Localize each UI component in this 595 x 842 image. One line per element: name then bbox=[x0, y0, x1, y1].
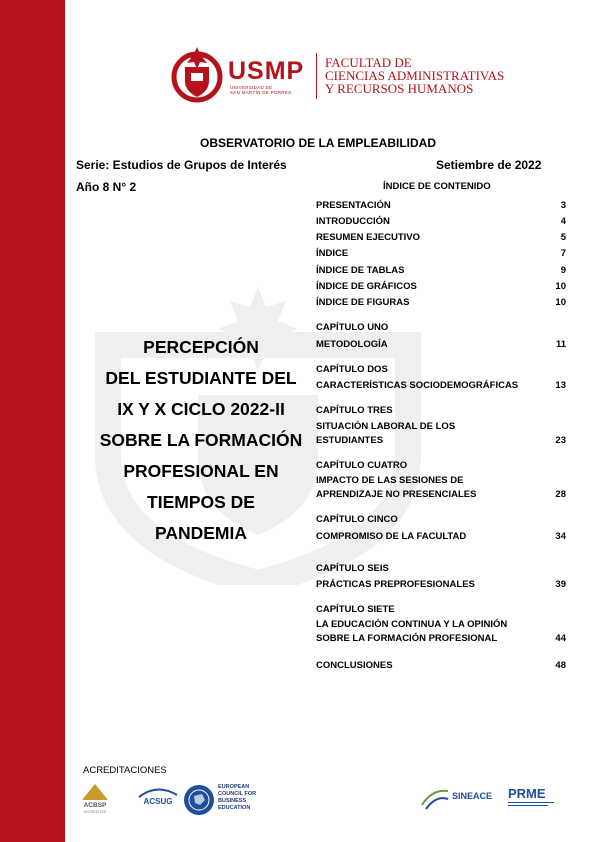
faculty-name: FACULTAD DE CIENCIAS ADMINISTRATIVAS Y RECURSOS HUMANOS bbox=[325, 55, 505, 96]
left-red-band bbox=[0, 0, 65, 842]
sineace-birds-icon bbox=[420, 785, 450, 811]
acbsp-triangle-icon bbox=[80, 783, 110, 801]
observatory-title: OBSERVATORIO DE LA EMPLEABILIDAD bbox=[199, 136, 436, 150]
efmd-text: EUROPEAN COUNCIL FOR BUSINESS EDUCATION bbox=[218, 784, 257, 811]
acsug-logo: ACSUG bbox=[135, 787, 181, 817]
table-of-contents: PRESENTACIÓN 3 INTRODUCCIÓN 4 RESUMEN EJECUTIVO 5 ÍNDICE 7 ÍNDICE DE TABLAS 9 ÍNDICE DE GRÁFICOS 10 ÍNDICE DE FIGURAS 10 CAPÍTULO UNO METODOLOGÍA 11 CAPÍTULO DOS CARACTERÍSTICAS SOCIODEMOGRÁFICAS 13 CAPÍTULO TRES SITUACIÓN LABORAL DE LOS ESTUDIANTES 23 CAPÍTULO CUATRO IMPACTO DE LAS SESIONES DE APRENDIZAJE NO PRESENCIALES 28 CAPÍTULO CINCO COMPROMISO DE LA FACULTAD 34 CAPÍTULO SEIS PRÁCTICAS PREPROFESIONALES 39 CAPÍTULO SIETE LA EDUCACIÓN CONTINUA Y LA OPINIÓN SOBRE LA FORMACIÓN PROFESIONAL 44 CONCLUSIONES 48 bbox=[316, 200, 566, 671]
series-label: Serie: Estudios de Grupos de Interés bbox=[76, 158, 287, 172]
toc-title: ÍNDICE DE CONTENIDO bbox=[383, 181, 491, 192]
prme-sub-lines bbox=[508, 802, 554, 803]
publication-date: Setiembre de 2022 bbox=[436, 158, 542, 172]
usmp-wordmark: USMP bbox=[228, 57, 305, 85]
issue-number: Año 8 N° 2 bbox=[76, 180, 137, 194]
efmd-logo bbox=[182, 783, 262, 817]
europe-globe-icon bbox=[182, 783, 216, 817]
usmp-crest-icon bbox=[170, 45, 225, 105]
sineace-logo: SINEACE bbox=[420, 785, 500, 811]
report-title: PERCEPCIÓN DEL ESTUDIANTE DEL IX Y X CICLO 2022-II SOBRE LA FORMACIÓN PROFESIONAL EN TIEMPOS DE PANDEMIA bbox=[99, 337, 303, 543]
accreditations-label: ACREDITACIONES bbox=[83, 765, 167, 776]
acbsp-logo: ACBSP ACCREDITED bbox=[80, 783, 110, 817]
prme-logo: PRME bbox=[508, 786, 558, 810]
usmp-fullname: UNIVERSIDAD DE SAN MARTÍN DE PORRES bbox=[230, 85, 292, 95]
